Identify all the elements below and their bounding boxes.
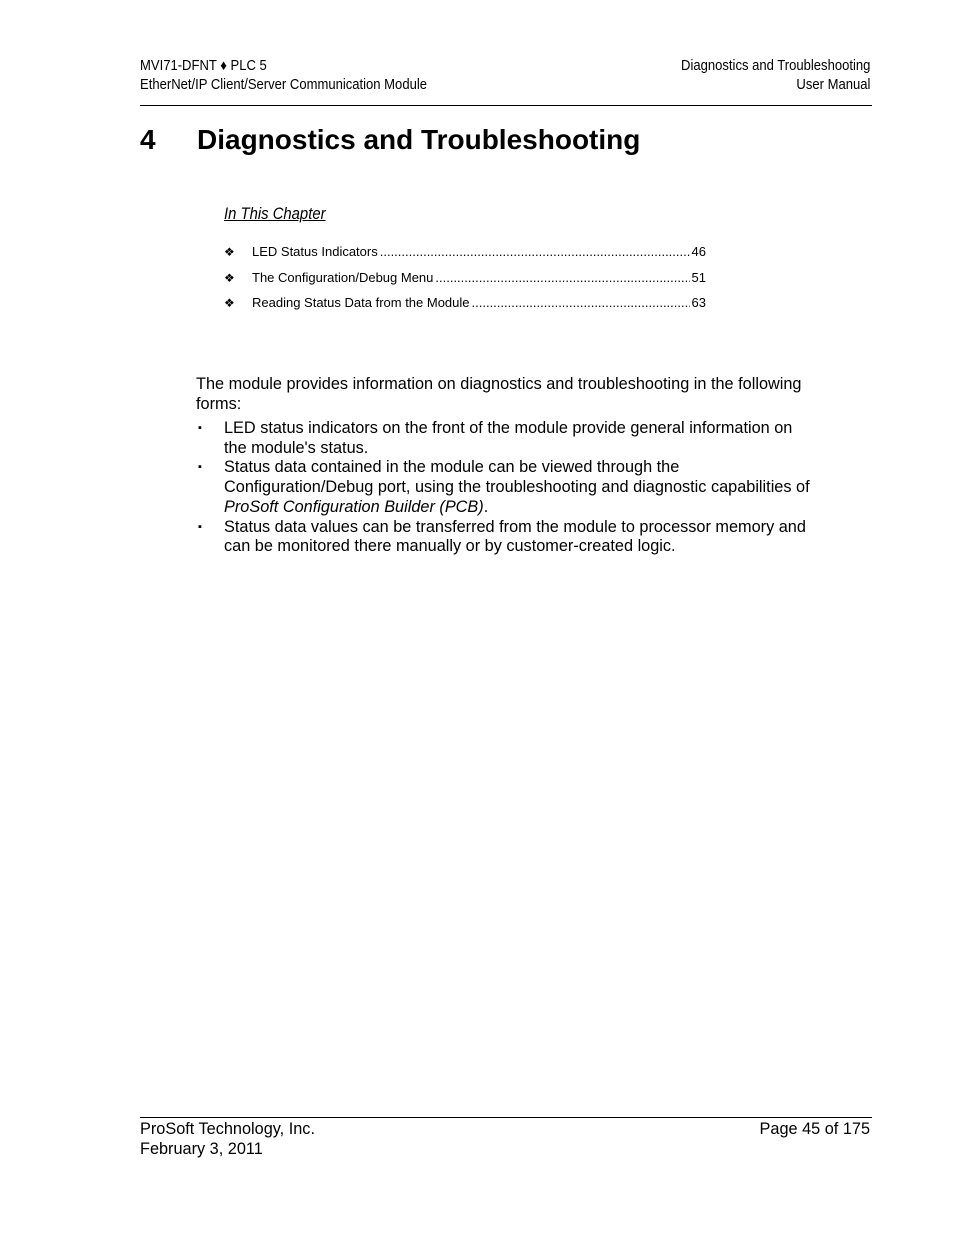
forms-bullet-list: [196, 419, 816, 557]
toc-dot-leader: [380, 244, 690, 259]
footer-divider: [140, 1117, 872, 1118]
header-left: [140, 57, 427, 95]
toc-bullet-icon: ❖: [224, 271, 235, 285]
toc-heading: In This Chapter: [224, 205, 326, 223]
publication-date: February 3, 2011: [140, 1139, 263, 1158]
list-item-text-end: .: [483, 497, 489, 516]
header-divider: [140, 105, 872, 106]
list-item-text: Status data contained in the module can be viewed through the Configuration/Debug port, using the troubleshooting and diagnostic capabilities of: [224, 458, 810, 497]
toc-entry[interactable]: [224, 295, 706, 313]
document-type: User Manual: [796, 77, 870, 93]
product-name-emphasis: ProSoft Configuration Builder (PCB): [224, 497, 484, 516]
chapter-title: Diagnostics and Troubleshooting: [197, 124, 641, 155]
product-description: EtherNet/IP Client/Server Communication Module: [140, 77, 427, 93]
toc-entry-label: LED Status Indicators: [252, 244, 378, 259]
square-bullet-icon: ▪: [198, 422, 202, 434]
toc-entry-page: 46: [691, 244, 706, 259]
toc-entry-label: Reading Status Data from the Module: [252, 295, 470, 310]
list-item: [196, 458, 816, 517]
intro-paragraph: The module provides information on diagnostics and troubleshooting in the following forms:: [196, 375, 802, 413]
square-bullet-icon: ▪: [198, 520, 202, 533]
toc-dot-leader: [435, 270, 689, 285]
list-item: [196, 518, 816, 557]
list-item-text: Status data values can be transferred from the module to processor memory and can be monitored there manually or by customer-created logic.: [224, 517, 806, 556]
toc-entry[interactable]: [224, 270, 706, 288]
product-name: MVI71-DFNT ♦ PLC 5: [140, 58, 267, 74]
toc-entry-label: The Configuration/Debug Menu: [252, 270, 434, 285]
toc-bullet-icon: ❖: [224, 245, 235, 259]
toc-entry[interactable]: [224, 244, 706, 262]
header-right: [681, 57, 870, 95]
list-item: [196, 419, 816, 458]
chapter-number: 4: [140, 124, 156, 155]
toc-entry-page: 51: [691, 270, 706, 285]
list-item-text: LED status indicators on the front of the module provide general information on the module's status.: [224, 419, 793, 457]
toc-bullet-icon: ❖: [224, 296, 235, 310]
footer-left: [140, 1120, 315, 1159]
company-name: ProSoft Technology, Inc.: [140, 1120, 315, 1138]
toc-dot-leader: [472, 295, 690, 310]
page-number: Page 45 of 175: [759, 1120, 870, 1138]
section-name: Diagnostics and Troubleshooting: [680, 58, 870, 74]
square-bullet-icon: ▪: [198, 461, 202, 474]
toc-entry-page: 63: [691, 295, 706, 310]
